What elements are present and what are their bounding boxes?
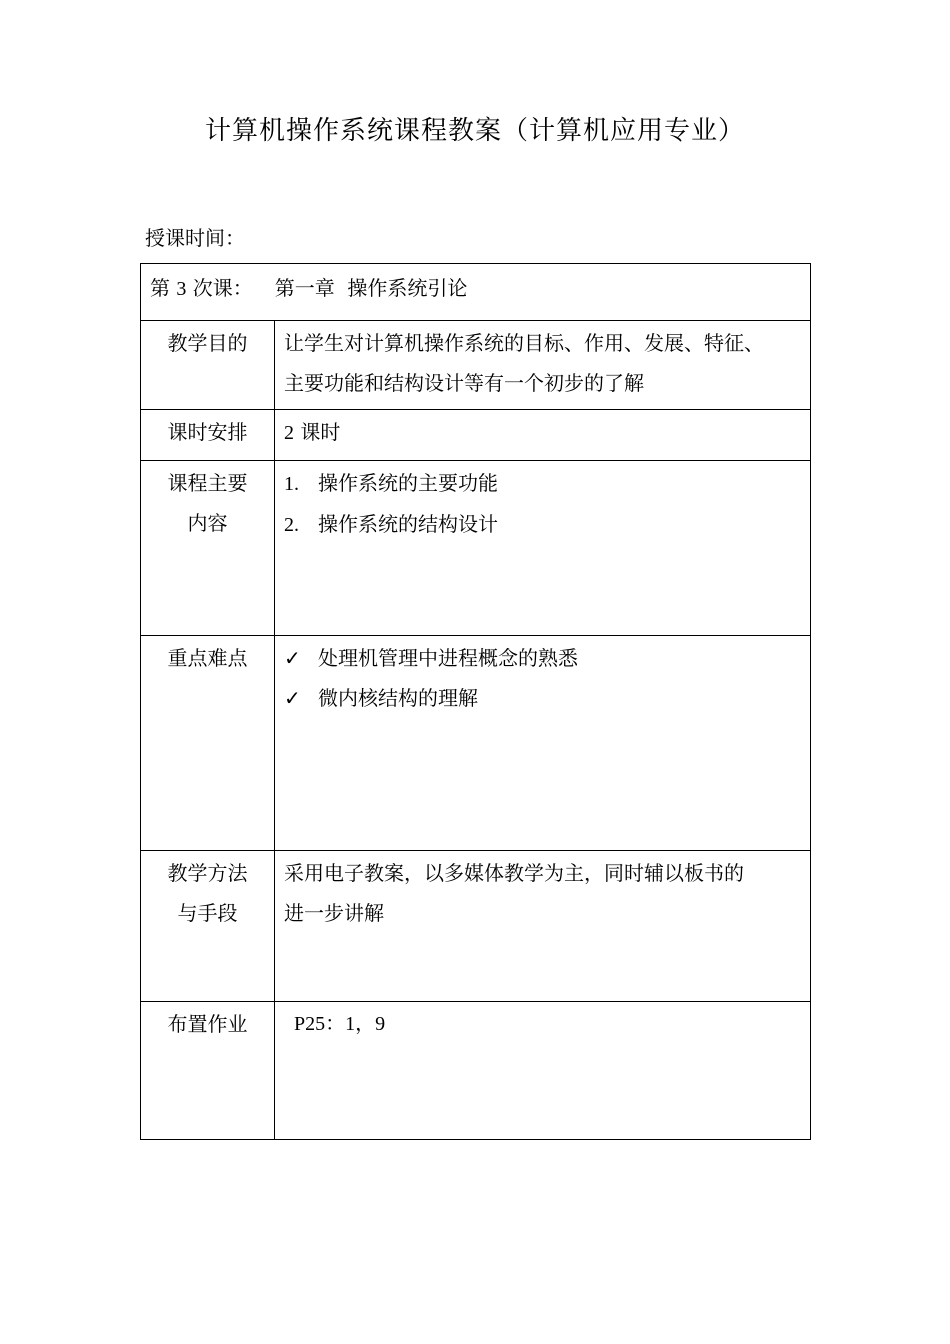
lesson-header-cell bbox=[141, 264, 811, 321]
list-item bbox=[284, 504, 804, 545]
hours-content bbox=[275, 410, 811, 461]
purpose-label: 教学目的 bbox=[141, 321, 275, 410]
lesson-row bbox=[141, 264, 811, 321]
list-item-text: 处理机管理中进程概念的熟悉 bbox=[318, 646, 578, 670]
homework-content: P25：1，9 bbox=[275, 1002, 811, 1140]
method-line: 采用电子教案，以多媒体教学为主，同时辅以板书的 bbox=[284, 861, 744, 885]
table-row-homework bbox=[141, 1002, 811, 1140]
chapter-title: 第一章 操作系统引论 bbox=[274, 276, 468, 300]
check-icon: ✓ bbox=[284, 686, 301, 710]
method-content bbox=[275, 851, 811, 1002]
list-marker: 1. bbox=[284, 473, 299, 495]
key-points-list bbox=[275, 636, 811, 851]
method-label-line: 教学方法 bbox=[167, 861, 248, 885]
purpose-line: 让学生对计算机操作系统的目标、作用、发展、特征、 bbox=[284, 331, 764, 355]
hours-number: 2 bbox=[284, 422, 294, 444]
list-item bbox=[284, 638, 804, 678]
key-points-label: 重点难点 bbox=[141, 636, 275, 851]
method-line: 进一步讲解 bbox=[284, 901, 384, 925]
document-title: 计算机操作系统课程教案（计算机应用专业） bbox=[204, 116, 745, 146]
table-row-content bbox=[141, 461, 811, 636]
list-marker: 2. bbox=[284, 514, 299, 536]
teaching-time-label: 授课时间： bbox=[145, 226, 245, 250]
list-item-text: 微内核结构的理解 bbox=[318, 686, 478, 710]
method-label bbox=[141, 851, 275, 1002]
hours-label: 课时安排 bbox=[141, 410, 275, 461]
lesson-prefix: 第 bbox=[150, 276, 170, 300]
content-label-line: 课程主要 bbox=[167, 471, 248, 495]
check-icon: ✓ bbox=[284, 646, 301, 670]
purpose-line: 主要功能和结构设计等有一个初步的了解 bbox=[284, 371, 644, 395]
list-item bbox=[284, 678, 804, 718]
method-label-line: 与手段 bbox=[177, 901, 238, 925]
homework-label: 布置作业 bbox=[141, 1002, 275, 1140]
list-item bbox=[284, 463, 804, 504]
table-row-hours bbox=[141, 410, 811, 461]
table-row-purpose bbox=[141, 321, 811, 410]
content-list bbox=[275, 461, 811, 636]
table-row-method bbox=[141, 851, 811, 1002]
lesson-number: 3 bbox=[176, 278, 187, 300]
lesson-plan-table bbox=[140, 263, 811, 1140]
purpose-content bbox=[275, 321, 811, 410]
lesson-suffix: 次课： bbox=[192, 276, 253, 300]
content-label-line: 内容 bbox=[187, 511, 228, 535]
hours-unit: 课时 bbox=[300, 420, 341, 444]
list-item-text: 操作系统的主要功能 bbox=[318, 471, 498, 495]
table-row-key-points bbox=[141, 636, 811, 851]
content-label bbox=[141, 461, 275, 636]
list-item-text: 操作系统的结构设计 bbox=[318, 512, 498, 536]
